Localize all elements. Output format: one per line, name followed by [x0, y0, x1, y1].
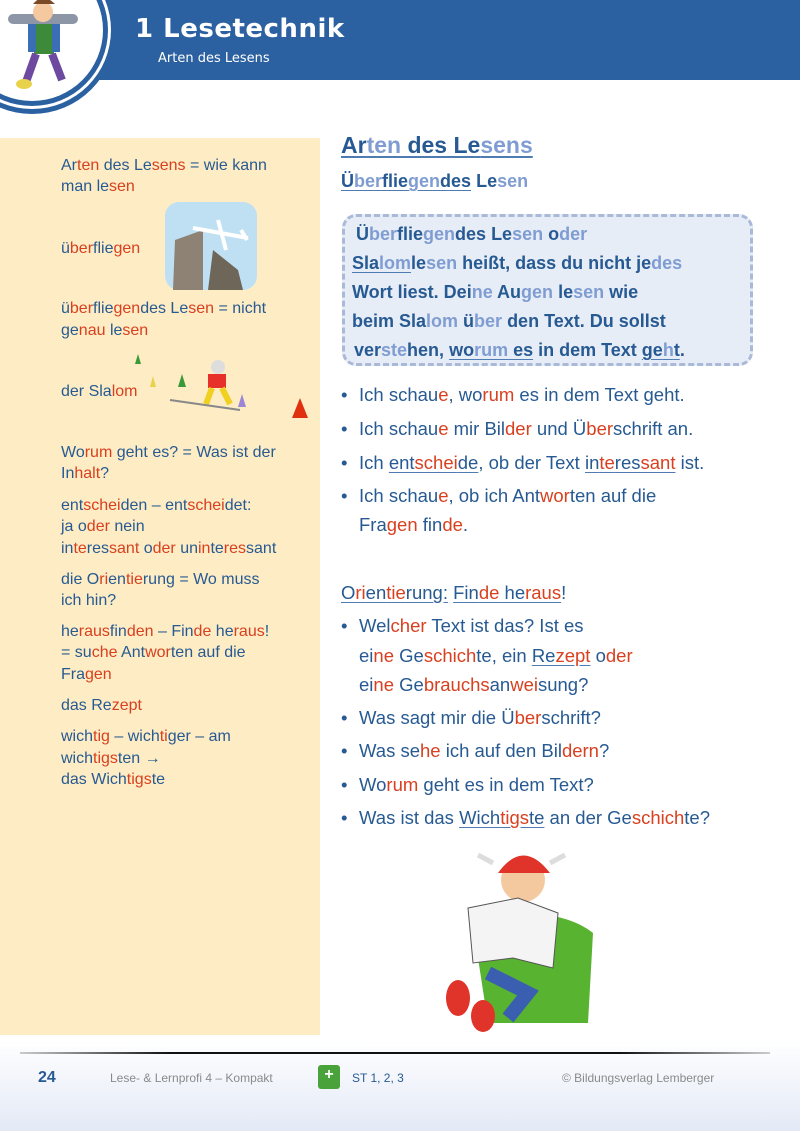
glossary-entry: genau lesen [61, 322, 149, 339]
list-item: • Was sehe ich auf den Bildern? [359, 738, 769, 763]
chapter-subtitle: Arten des Lesens [158, 51, 270, 66]
list-item: • Ich entscheide, ob der Text interessant ist. [359, 450, 769, 475]
definition-line: Slalomlesen heißt, dass du nicht jedes [352, 253, 683, 273]
list-item: • Was ist das Wichtigste an der Geschichte? [359, 805, 769, 830]
plus-icon: + [318, 1065, 340, 1089]
list-item: • Ich schaue, worum es in dem Text geht. [359, 382, 769, 407]
glossary-entry: überfliegen [61, 240, 141, 257]
page-number: 24 [38, 1069, 56, 1086]
section-subtitle: Überfliegendes Lesen [341, 171, 529, 191]
glossary-entry: die Orientierung = Wo muss [61, 571, 260, 588]
airplane-picture [163, 200, 259, 292]
list-item: • Worum geht es in dem Text? [359, 772, 769, 797]
list-item: • Welcher Text ist das? Ist es [359, 613, 769, 638]
glossary-entry: interessant oder uninteressant [61, 540, 277, 557]
skier-picture [130, 352, 315, 420]
chapter-title: 1 Lesetechnik [135, 14, 345, 44]
list-item: • Ich schaue, ob ich Antworten auf die [359, 483, 769, 508]
definition-line: verstehen, worum es in dem Text geht. [354, 340, 685, 360]
glossary-entry: Fragen [61, 666, 112, 683]
glossary-entry: der Slalom [61, 383, 138, 400]
glossary-entry: Inhalt? [61, 465, 110, 482]
glossary-entry: wichtigsten → [61, 750, 161, 767]
book-title: Lese- & Lernprofi 4 – Kompakt [110, 1071, 273, 1085]
list-item: • Ich schaue mir Bilder und Überschrift an. [359, 416, 769, 441]
glossary-entry: Arten des Lesens = wie kann [61, 157, 267, 174]
section-title: Arten des Lesens [341, 132, 533, 158]
list-item-continuation: eine Geschichte, ein Rezept oder [359, 645, 633, 666]
chapter-header [0, 0, 800, 80]
reading-boy-illustration [438, 838, 598, 1038]
list-item: • Was sagt mir die Überschrift? [359, 705, 769, 730]
glossary-entry: wichtig – wichtiger – am [61, 728, 231, 745]
glossary-entry: entscheiden – entscheidet: [61, 497, 252, 514]
glossary-entry: das Rezept [61, 697, 142, 714]
footer-divider [20, 1052, 770, 1054]
definition-line: Wort liest. Deine Augen lesen wie [352, 282, 639, 302]
glossary-entry: man lesen [61, 178, 135, 195]
mascot-logo [0, 0, 115, 118]
glossary-entry: überfliegendes Lesen = nicht [61, 300, 267, 317]
page-footer [0, 1040, 800, 1131]
copyright: © Bildungsverlag Lemberger [562, 1071, 715, 1085]
glossary-entry: das Wichtigste [61, 771, 166, 788]
definition-line: Überfliegendes Lesen oder [356, 224, 588, 244]
glossary-entry: ich hin? [61, 592, 117, 609]
glossary-entry: herausfinden – Finde heraus! [61, 623, 270, 640]
glossary-entry: ja oder nein [61, 518, 145, 535]
list-item-continuation: Fragen finde. [359, 514, 469, 535]
definition-line: beim Slalom über den Text. Du sollst [352, 311, 666, 331]
exercise-reference: ST 1, 2, 3 [352, 1071, 404, 1085]
glossary-entry: = suche Antworten auf die [61, 644, 246, 661]
list-item-continuation: eine Gebrauchsanweisung? [359, 674, 589, 695]
glossary-entry: Worum geht es? = Was ist der [61, 444, 276, 461]
orientation-heading: Orientierung: Finde heraus! [341, 582, 567, 603]
